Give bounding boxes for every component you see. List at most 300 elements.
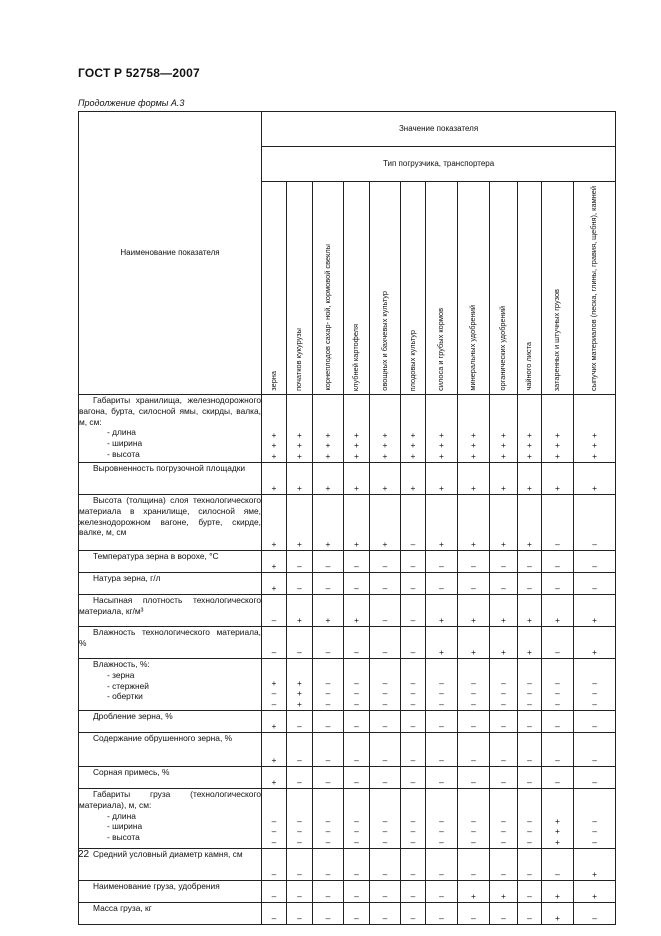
value-cell xyxy=(313,394,344,462)
value-cell xyxy=(401,550,426,572)
value-cell xyxy=(490,394,518,462)
dimension-label: - ширина xyxy=(107,438,143,449)
value-cell xyxy=(287,766,313,788)
column-header xyxy=(262,182,287,395)
value-cell xyxy=(370,732,401,766)
value-mark: – xyxy=(382,869,388,880)
value-mark: – xyxy=(555,688,560,699)
value-mark: – xyxy=(527,677,532,688)
value-cell xyxy=(401,658,426,710)
value-mark: – xyxy=(501,688,506,699)
page-number: 22 xyxy=(78,849,90,860)
value-mark: – xyxy=(471,913,476,924)
value-cell xyxy=(458,658,490,710)
value-cell xyxy=(313,766,344,788)
value-mark: – xyxy=(410,815,416,826)
value-cell xyxy=(370,766,401,788)
value-cell xyxy=(518,550,542,572)
value-cell xyxy=(313,550,344,572)
indicator-text: Наименование груза, удобрения xyxy=(93,880,220,891)
indicator-name xyxy=(79,788,262,848)
value-mark: – xyxy=(592,677,597,688)
value-mark: + xyxy=(501,440,506,451)
value-mark: – xyxy=(471,699,476,710)
dimension-label: - ширина xyxy=(107,821,143,832)
value-mark: – xyxy=(410,869,416,880)
indicator-name xyxy=(79,572,262,594)
value-mark: – xyxy=(325,891,331,902)
value-cell xyxy=(287,710,313,732)
value-mark: – xyxy=(527,699,532,710)
value-mark: + xyxy=(271,440,277,451)
value-mark: – xyxy=(382,837,388,848)
value-mark: – xyxy=(439,777,444,788)
value-cell xyxy=(401,462,426,494)
value-cell xyxy=(518,494,542,550)
value-mark: – xyxy=(382,583,388,594)
value-mark: + xyxy=(439,451,444,462)
value-cell xyxy=(458,788,490,848)
value-cell xyxy=(426,880,458,902)
value-mark: – xyxy=(592,699,597,710)
value-mark: + xyxy=(297,451,302,462)
value-mark: – xyxy=(354,677,359,688)
value-mark: – xyxy=(382,891,388,902)
value-mark: + xyxy=(592,483,598,494)
value-mark: – xyxy=(439,677,444,688)
value-cell xyxy=(344,572,370,594)
value-cell xyxy=(518,848,542,880)
value-mark: – xyxy=(592,561,597,572)
indicator-text: Габариты хранилища, железнодорожного вагона, бурта, силосной ямы, скирды, валка, м, см: xyxy=(79,394,261,427)
value-cell xyxy=(518,462,542,494)
value-mark: + xyxy=(501,891,506,902)
value-mark: – xyxy=(555,561,560,572)
value-mark: – xyxy=(592,815,597,826)
table-row xyxy=(79,626,616,658)
value-cell xyxy=(518,880,542,902)
value-cell xyxy=(490,550,518,572)
value-mark: – xyxy=(555,777,560,788)
value-mark: – xyxy=(297,647,302,658)
table-row xyxy=(79,594,616,626)
value-cell xyxy=(426,710,458,732)
value-mark: – xyxy=(410,699,416,710)
value-mark: – xyxy=(325,583,331,594)
value-cell xyxy=(542,766,574,788)
value-cell xyxy=(518,788,542,848)
value-cell xyxy=(426,732,458,766)
value-cell xyxy=(262,462,287,494)
value-mark: + xyxy=(410,440,416,451)
value-mark: + xyxy=(501,615,506,626)
value-mark: – xyxy=(382,755,388,766)
value-cell xyxy=(542,788,574,848)
value-mark: – xyxy=(325,688,331,699)
value-mark: + xyxy=(592,615,598,626)
value-mark: – xyxy=(325,815,331,826)
value-mark: – xyxy=(592,777,597,788)
value-cell xyxy=(574,880,616,902)
value-mark: + xyxy=(297,483,302,494)
value-cell xyxy=(426,848,458,880)
value-cell xyxy=(542,658,574,710)
value-mark: + xyxy=(297,699,302,710)
value-mark: + xyxy=(297,440,302,451)
value-mark: – xyxy=(354,699,359,710)
value-mark: – xyxy=(501,777,506,788)
value-mark: – xyxy=(354,688,359,699)
value-mark: – xyxy=(354,755,359,766)
value-mark: – xyxy=(410,755,416,766)
value-mark: – xyxy=(271,837,277,848)
value-cell xyxy=(287,462,313,494)
value-mark: – xyxy=(297,913,302,924)
value-cell xyxy=(542,572,574,594)
value-mark: + xyxy=(439,483,444,494)
indicator-name xyxy=(79,494,262,550)
value-mark: – xyxy=(471,777,476,788)
value-cell xyxy=(401,732,426,766)
indicator-name xyxy=(79,626,262,658)
value-cell xyxy=(426,572,458,594)
value-mark: – xyxy=(501,913,506,924)
value-mark: – xyxy=(410,721,416,732)
value-cell xyxy=(344,550,370,572)
value-cell xyxy=(542,394,574,462)
value-mark: – xyxy=(471,869,476,880)
value-mark: – xyxy=(382,699,388,710)
table-row xyxy=(79,658,616,710)
dimension-label: - высота xyxy=(107,448,140,459)
value-mark: + xyxy=(527,429,532,440)
value-mark: – xyxy=(354,869,359,880)
value-mark: – xyxy=(354,561,359,572)
value-mark: – xyxy=(592,826,597,837)
value-cell xyxy=(313,710,344,732)
value-mark: + xyxy=(501,539,506,550)
indicator-text: Дробление зерна, % xyxy=(93,710,173,721)
value-mark: – xyxy=(382,688,388,699)
value-mark: – xyxy=(439,826,444,837)
value-mark: + xyxy=(325,539,331,550)
indicator-table xyxy=(78,111,616,925)
value-cell xyxy=(542,710,574,732)
value-cell xyxy=(401,902,426,924)
value-cell xyxy=(262,626,287,658)
value-mark: – xyxy=(382,561,388,572)
value-mark: + xyxy=(271,429,277,440)
value-cell xyxy=(490,710,518,732)
value-mark: + xyxy=(382,451,388,462)
value-mark: + xyxy=(354,429,359,440)
value-cell xyxy=(401,766,426,788)
value-mark: – xyxy=(501,721,506,732)
value-mark: + xyxy=(471,440,476,451)
value-mark: – xyxy=(297,837,302,848)
value-cell xyxy=(287,880,313,902)
indicator-name xyxy=(79,550,262,572)
value-cell xyxy=(313,788,344,848)
value-mark: + xyxy=(501,483,506,494)
column-header-label: сыпучих материалов (песка, глины, гравия, щебня), камней xyxy=(589,186,599,391)
indicator-name xyxy=(79,902,262,924)
value-cell xyxy=(370,494,401,550)
value-cell xyxy=(490,732,518,766)
value-cell xyxy=(542,732,574,766)
value-cell xyxy=(313,572,344,594)
value-mark: + xyxy=(527,451,532,462)
value-mark: – xyxy=(592,539,597,550)
value-cell xyxy=(370,658,401,710)
value-mark: + xyxy=(555,483,560,494)
value-mark: + xyxy=(555,815,560,826)
value-cell xyxy=(426,788,458,848)
value-cell xyxy=(518,658,542,710)
value-cell xyxy=(344,732,370,766)
value-cell xyxy=(287,550,313,572)
value-mark: – xyxy=(382,615,388,626)
value-mark: – xyxy=(410,561,416,572)
value-cell xyxy=(574,766,616,788)
value-cell xyxy=(458,394,490,462)
value-cell xyxy=(287,848,313,880)
value-cell xyxy=(426,550,458,572)
value-cell xyxy=(313,594,344,626)
indicator-text: Габариты груза (технологического материала), м, см: xyxy=(79,788,261,810)
value-cell xyxy=(370,710,401,732)
value-mark: + xyxy=(592,429,598,440)
value-mark: – xyxy=(501,699,506,710)
value-mark: + xyxy=(439,539,444,550)
value-cell xyxy=(313,658,344,710)
value-mark: – xyxy=(592,688,597,699)
value-mark: – xyxy=(354,647,359,658)
value-mark: + xyxy=(501,647,506,658)
column-header xyxy=(313,182,344,395)
value-mark: – xyxy=(592,583,597,594)
value-cell xyxy=(262,710,287,732)
value-mark: – xyxy=(297,815,302,826)
value-cell xyxy=(287,788,313,848)
value-mark: – xyxy=(555,647,560,658)
value-cell xyxy=(542,902,574,924)
value-cell xyxy=(458,902,490,924)
value-cell xyxy=(574,626,616,658)
value-cell xyxy=(490,848,518,880)
dimension-label: - длина xyxy=(107,810,136,821)
column-header-label: початков кукурузы xyxy=(294,328,304,391)
value-mark: – xyxy=(354,815,359,826)
value-mark: – xyxy=(382,815,388,826)
table-row xyxy=(79,710,616,732)
document-header: ГОСТ Р 52758—2007 xyxy=(78,66,200,80)
value-mark: – xyxy=(382,913,388,924)
value-mark: + xyxy=(325,429,331,440)
value-cell xyxy=(574,848,616,880)
value-cell xyxy=(344,594,370,626)
value-mark: – xyxy=(325,677,331,688)
value-mark: – xyxy=(501,561,506,572)
column-header-label: овощных и бахчевых культур xyxy=(379,291,389,391)
value-mark: + xyxy=(527,483,532,494)
value-cell xyxy=(401,626,426,658)
value-cell xyxy=(574,594,616,626)
value-cell xyxy=(313,462,344,494)
value-cell xyxy=(458,462,490,494)
value-cell xyxy=(262,572,287,594)
value-mark: – xyxy=(354,913,359,924)
value-mark: – xyxy=(527,837,532,848)
value-cell xyxy=(262,594,287,626)
dimension-label: - высота xyxy=(107,832,140,843)
value-mark: + xyxy=(527,440,532,451)
column-header xyxy=(458,182,490,395)
value-mark: – xyxy=(527,755,532,766)
value-mark: + xyxy=(471,891,476,902)
value-cell xyxy=(262,658,287,710)
indicator-text: Средний условный диаметр камня, см xyxy=(93,848,243,859)
column-header-label: минеральных удобрений xyxy=(468,305,478,391)
value-mark: + xyxy=(592,647,598,658)
value-mark: – xyxy=(439,913,444,924)
indicator-text: Насыпная плотность технологического материала, кг/м³ xyxy=(79,594,261,616)
indicator-name-header: Наименование показателя xyxy=(79,112,262,395)
value-mark: + xyxy=(471,429,476,440)
value-mark: – xyxy=(592,837,597,848)
value-mark: – xyxy=(410,777,416,788)
value-mark: + xyxy=(555,826,560,837)
value-mark: + xyxy=(382,440,388,451)
value-cell xyxy=(574,550,616,572)
value-mark: + xyxy=(271,583,277,594)
value-cell xyxy=(262,494,287,550)
indicator-name xyxy=(79,658,262,710)
value-cell xyxy=(370,594,401,626)
value-cell xyxy=(458,572,490,594)
loader-type-header: Тип погрузчика, транспортера xyxy=(262,147,616,182)
value-cell xyxy=(518,732,542,766)
value-cell xyxy=(542,594,574,626)
value-cell xyxy=(490,626,518,658)
value-cell xyxy=(313,494,344,550)
value-mark: – xyxy=(354,777,359,788)
value-mark: – xyxy=(527,891,532,902)
value-mark: + xyxy=(471,539,476,550)
value-cell xyxy=(262,766,287,788)
value-cell xyxy=(370,880,401,902)
value-cell xyxy=(426,626,458,658)
value-mark: + xyxy=(555,429,560,440)
value-cell xyxy=(262,788,287,848)
value-cell xyxy=(287,394,313,462)
value-mark: – xyxy=(527,869,532,880)
value-cell xyxy=(518,710,542,732)
value-cell xyxy=(313,848,344,880)
value-cell xyxy=(490,462,518,494)
value-mark: + xyxy=(271,755,277,766)
value-mark: – xyxy=(354,891,359,902)
value-cell xyxy=(287,902,313,924)
value-mark: + xyxy=(555,913,560,924)
value-cell xyxy=(287,732,313,766)
value-mark: + xyxy=(555,440,560,451)
column-header xyxy=(518,182,542,395)
value-cell xyxy=(313,880,344,902)
value-cell xyxy=(401,788,426,848)
indicator-text: Влажность, %: xyxy=(93,658,150,669)
value-mark: – xyxy=(501,815,506,826)
value-mark: + xyxy=(471,451,476,462)
dimension-label: - зерна xyxy=(107,669,135,680)
value-mark: – xyxy=(410,837,416,848)
value-mark: + xyxy=(271,561,277,572)
value-mark: + xyxy=(439,647,444,658)
value-cell xyxy=(344,494,370,550)
value-mark: – xyxy=(592,913,597,924)
value-cell xyxy=(518,766,542,788)
value-mark: – xyxy=(410,688,416,699)
value-cell xyxy=(370,550,401,572)
value-mark: + xyxy=(471,647,476,658)
value-cell xyxy=(370,626,401,658)
value-mark: – xyxy=(410,891,416,902)
value-mark: – xyxy=(297,826,302,837)
value-mark: – xyxy=(501,583,506,594)
value-cell xyxy=(344,788,370,848)
value-mark: – xyxy=(527,777,532,788)
value-mark: + xyxy=(297,688,302,699)
value-mark: – xyxy=(592,721,597,732)
value-mark: – xyxy=(501,869,506,880)
value-mark: – xyxy=(297,561,302,572)
value-mark: – xyxy=(271,869,277,880)
value-cell xyxy=(490,880,518,902)
value-mark: – xyxy=(527,826,532,837)
value-mark: – xyxy=(297,721,302,732)
value-cell xyxy=(401,848,426,880)
value-cell xyxy=(344,462,370,494)
value-cell xyxy=(458,550,490,572)
value-mark: – xyxy=(297,583,302,594)
value-header: Значение показателя xyxy=(262,112,616,147)
value-cell xyxy=(574,462,616,494)
value-mark: + xyxy=(501,451,506,462)
value-cell xyxy=(458,626,490,658)
value-mark: – xyxy=(527,561,532,572)
value-mark: – xyxy=(354,837,359,848)
value-mark: – xyxy=(471,688,476,699)
value-cell xyxy=(287,626,313,658)
value-cell xyxy=(542,880,574,902)
indicator-name xyxy=(79,462,262,494)
value-mark: – xyxy=(297,755,302,766)
value-cell xyxy=(458,732,490,766)
value-mark: – xyxy=(592,755,597,766)
value-cell xyxy=(574,572,616,594)
value-mark: – xyxy=(325,837,331,848)
dimension-label: - стержней xyxy=(107,680,149,691)
value-mark: – xyxy=(382,826,388,837)
indicator-name xyxy=(79,732,262,766)
value-mark: – xyxy=(382,677,388,688)
value-mark: – xyxy=(471,677,476,688)
value-mark: + xyxy=(297,615,302,626)
value-mark: – xyxy=(410,677,416,688)
column-header-label: корнеплодов сахар- ной, кормовой свеклы xyxy=(322,244,332,391)
value-cell xyxy=(401,494,426,550)
indicator-name xyxy=(79,848,262,880)
